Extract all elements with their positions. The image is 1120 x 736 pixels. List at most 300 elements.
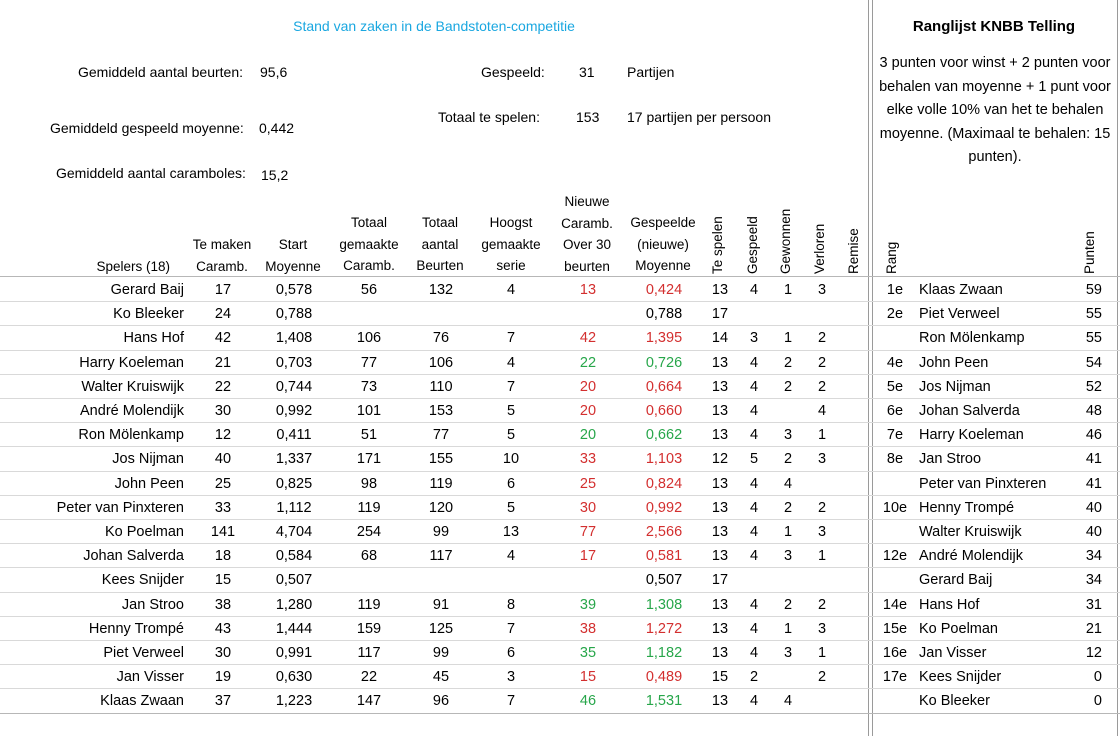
header-spelers: Spelers (18) bbox=[96, 259, 170, 274]
gewonnen-cell: 2 bbox=[783, 596, 793, 613]
start-moyenne-cell: 0,630 bbox=[275, 669, 313, 686]
rank-points: 41 bbox=[1085, 475, 1102, 492]
te-spelen-cell: 13 bbox=[711, 548, 729, 565]
gespeelde-moyenne-cell: 0,581 bbox=[645, 548, 683, 565]
gespeelde-moyenne-cell: 0,660 bbox=[645, 403, 683, 419]
page-title: Stand van zaken in de Bandstoten-competitie bbox=[293, 18, 575, 34]
rank-points: 54 bbox=[1085, 354, 1102, 371]
totaal-beurten-cell: 119 bbox=[429, 475, 453, 492]
gespeeld-unit: Partijen bbox=[627, 64, 675, 80]
te-spelen-cell: 12 bbox=[711, 451, 729, 468]
te-spelen-cell: 13 bbox=[711, 427, 729, 444]
gespeeld-value: 31 bbox=[579, 64, 595, 80]
nieuwe-caramb-cell: 46 bbox=[579, 693, 597, 710]
table-row bbox=[0, 351, 1120, 375]
totaal-caramb-cell: 147 bbox=[356, 693, 382, 710]
player-name: John Peen bbox=[114, 475, 184, 492]
hoogst-serie-cell: 8 bbox=[506, 596, 516, 613]
start-moyenne-cell: 0,411 bbox=[276, 427, 312, 444]
rank-player-name: Hans Hof bbox=[919, 596, 980, 613]
gespeeld-cell: 4 bbox=[749, 645, 759, 661]
rank-player-name: Jan Visser bbox=[919, 645, 987, 661]
totaal-value: 153 bbox=[576, 109, 600, 125]
totaal-caramb-cell: 68 bbox=[360, 548, 378, 565]
gespeeld-cell: 4 bbox=[749, 378, 759, 395]
nieuwe-caramb-cell: 20 bbox=[579, 378, 597, 395]
gespeelde-moyenne-cell: 0,507 bbox=[645, 572, 683, 589]
row-divider bbox=[0, 325, 1120, 326]
nieuwe-caramb-cell: 22 bbox=[579, 354, 597, 371]
verloren-cell: 4 bbox=[817, 403, 827, 419]
gespeeld-cell: 4 bbox=[749, 403, 759, 419]
rank-points: 59 bbox=[1085, 282, 1102, 298]
totaal-caramb-cell: 51 bbox=[360, 427, 378, 444]
verloren-cell: 3 bbox=[817, 524, 827, 540]
te-maken-cell: 24 bbox=[214, 306, 232, 323]
gespeelde-moyenne-cell: 2,566 bbox=[645, 524, 683, 540]
te-spelen-cell: 13 bbox=[711, 378, 729, 395]
te-spelen-cell: 17 bbox=[711, 306, 729, 323]
table-row bbox=[0, 326, 1120, 350]
start-moyenne-cell: 0,992 bbox=[275, 403, 313, 419]
totaal-beurten-cell: 125 bbox=[428, 620, 454, 637]
hoogst-serie-cell: 5 bbox=[506, 499, 516, 516]
verloren-cell: 1 bbox=[817, 427, 827, 444]
rank-points: 0 bbox=[1093, 669, 1102, 686]
table-row bbox=[0, 520, 1120, 544]
header-hoogst-serie: Hoogst gemaakte serie bbox=[481, 215, 541, 273]
table-row bbox=[0, 665, 1120, 689]
rank-points: 41 bbox=[1085, 451, 1102, 468]
rank-points: 55 bbox=[1085, 330, 1102, 347]
player-name: Walter Kruiswijk bbox=[81, 378, 184, 395]
totaal-caramb-cell: 22 bbox=[360, 669, 378, 686]
header-remise: Remise bbox=[846, 228, 861, 274]
gewonnen-cell: 3 bbox=[783, 548, 793, 565]
nieuwe-caramb-cell: 25 bbox=[579, 475, 597, 492]
start-moyenne-cell: 1,408 bbox=[275, 330, 313, 347]
te-spelen-cell: 14 bbox=[711, 330, 729, 347]
rank-points: 55 bbox=[1085, 306, 1102, 323]
start-moyenne-cell: 1,223 bbox=[275, 693, 313, 710]
header-punten: Punten bbox=[1082, 231, 1097, 274]
hoogst-serie-cell: 7 bbox=[506, 693, 516, 710]
table-row bbox=[0, 544, 1120, 568]
te-maken-cell: 30 bbox=[214, 403, 232, 419]
player-name: Piet Verweel bbox=[103, 645, 184, 661]
header-gespeeld: Gespeeld bbox=[745, 216, 760, 274]
gespeelde-moyenne-cell: 1,531 bbox=[645, 693, 683, 710]
rank-position: 12e bbox=[882, 548, 908, 565]
verloren-cell: 3 bbox=[817, 451, 827, 468]
gespeeld-cell: 4 bbox=[749, 282, 759, 298]
header-te-maken: Te maken Caramb. bbox=[192, 237, 252, 274]
te-maken-cell: 43 bbox=[214, 620, 232, 637]
header-nieuwe-caramb: Nieuwe Caramb. Over 30 beurten bbox=[561, 194, 613, 274]
gespeeld-cell: 4 bbox=[749, 693, 759, 710]
rank-position: 17e bbox=[882, 669, 908, 686]
gespeelde-moyenne-cell: 0,788 bbox=[645, 306, 683, 323]
rank-points: 34 bbox=[1085, 572, 1102, 589]
row-divider bbox=[0, 350, 1120, 351]
gespeelde-moyenne-cell: 1,308 bbox=[645, 596, 683, 613]
player-name: Klaas Zwaan bbox=[100, 693, 184, 710]
gespeeld-cell: 4 bbox=[749, 354, 759, 371]
avg-beurten-label: Gemiddeld aantal beurten: bbox=[78, 64, 243, 80]
totaal-beurten-cell: 120 bbox=[428, 499, 454, 516]
player-name: Ko Poelman bbox=[105, 524, 184, 540]
te-spelen-cell: 13 bbox=[711, 282, 729, 298]
rank-position: 14e bbox=[882, 596, 908, 613]
nieuwe-caramb-cell: 39 bbox=[579, 596, 597, 613]
te-maken-cell: 22 bbox=[214, 378, 232, 395]
header-rang: Rang bbox=[884, 241, 899, 274]
rank-player-name: Johan Salverda bbox=[919, 403, 1020, 419]
te-maken-cell: 25 bbox=[214, 475, 232, 492]
ranking-title: Ranglijst KNBB Telling bbox=[912, 18, 1076, 35]
start-moyenne-cell: 1,112 bbox=[276, 499, 312, 516]
te-maken-cell: 15 bbox=[214, 572, 232, 589]
header-totaal-caramb: Totaal gemaakte Caramb. bbox=[339, 215, 399, 273]
totaal-beurten-cell: 117 bbox=[429, 548, 453, 565]
totaal-beurten-cell: 99 bbox=[432, 524, 450, 540]
start-moyenne-cell: 0,825 bbox=[275, 475, 313, 492]
start-moyenne-cell: 0,703 bbox=[275, 354, 313, 371]
gespeelde-moyenne-cell: 0,424 bbox=[645, 282, 683, 298]
gewonnen-cell: 3 bbox=[783, 427, 793, 444]
gespeelde-moyenne-cell: 1,272 bbox=[645, 620, 683, 637]
table-row bbox=[0, 641, 1120, 665]
table-row bbox=[0, 375, 1120, 399]
te-maken-cell: 19 bbox=[214, 669, 232, 686]
rank-points: 31 bbox=[1085, 596, 1102, 613]
te-maken-cell: 17 bbox=[214, 282, 232, 298]
te-spelen-cell: 17 bbox=[711, 572, 729, 589]
hoogst-serie-cell: 5 bbox=[506, 403, 516, 419]
totaal-caramb-cell: 56 bbox=[360, 282, 378, 298]
row-divider bbox=[0, 688, 1120, 689]
table-row bbox=[0, 472, 1120, 496]
header-divider bbox=[0, 276, 1120, 277]
gewonnen-cell: 1 bbox=[783, 524, 793, 540]
te-maken-cell: 12 bbox=[214, 427, 232, 444]
nieuwe-caramb-cell: 35 bbox=[579, 645, 597, 661]
te-maken-cell: 33 bbox=[214, 499, 232, 516]
rank-position: 7e bbox=[886, 427, 904, 444]
hoogst-serie-cell: 5 bbox=[506, 427, 516, 444]
te-spelen-cell: 13 bbox=[711, 645, 729, 661]
rank-player-name: John Peen bbox=[919, 354, 989, 371]
rank-position: 10e bbox=[882, 499, 908, 516]
totaal-beurten-cell: 77 bbox=[432, 427, 450, 444]
hoogst-serie-cell: 4 bbox=[506, 282, 516, 298]
hoogst-serie-cell: 4 bbox=[506, 354, 516, 371]
gespeelde-moyenne-cell: 0,662 bbox=[645, 427, 683, 444]
rank-player-name: Ron Mölenkamp bbox=[919, 330, 1025, 347]
rank-points: 0 bbox=[1093, 693, 1102, 710]
player-name: Harry Koeleman bbox=[79, 354, 184, 371]
te-spelen-cell: 15 bbox=[711, 669, 729, 686]
totaal-beurten-cell: 110 bbox=[429, 378, 453, 395]
te-spelen-cell: 13 bbox=[711, 354, 729, 371]
nieuwe-caramb-cell: 33 bbox=[579, 451, 597, 468]
te-spelen-cell: 13 bbox=[711, 620, 729, 637]
totaal-label: Totaal te spelen: bbox=[438, 109, 540, 125]
gespeelde-moyenne-cell: 0,489 bbox=[645, 669, 683, 686]
te-maken-cell: 42 bbox=[214, 330, 232, 347]
gespeelde-moyenne-cell: 0,824 bbox=[645, 475, 683, 492]
start-moyenne-cell: 1,280 bbox=[275, 596, 313, 613]
row-divider bbox=[0, 446, 1120, 447]
row-divider bbox=[0, 301, 1120, 302]
gespeeld-cell: 4 bbox=[749, 427, 759, 444]
rank-position: 5e bbox=[886, 378, 904, 395]
start-moyenne-cell: 4,704 bbox=[275, 524, 313, 540]
rank-player-name: Jos Nijman bbox=[919, 378, 991, 395]
avg-moyenne-label: Gemiddeld gespeeld moyenne: bbox=[50, 120, 244, 136]
player-name: Peter van Pinxteren bbox=[56, 499, 184, 516]
rank-player-name: Henny Trompé bbox=[919, 499, 1015, 516]
rank-player-name: Piet Verweel bbox=[919, 306, 1000, 323]
row-divider bbox=[0, 664, 1120, 665]
gewonnen-cell: 1 bbox=[783, 330, 793, 347]
row-divider bbox=[0, 471, 1120, 472]
nieuwe-caramb-cell: 17 bbox=[579, 548, 597, 565]
rank-player-name: Jan Stroo bbox=[919, 451, 982, 468]
table-row bbox=[0, 568, 1120, 592]
hoogst-serie-cell: 10 bbox=[502, 451, 520, 468]
totaal-caramb-cell: 73 bbox=[360, 378, 378, 395]
nieuwe-caramb-cell: 13 bbox=[579, 282, 597, 298]
gespeeld-cell: 2 bbox=[749, 669, 759, 686]
rank-points: 48 bbox=[1085, 403, 1102, 419]
gespeeld-cell: 3 bbox=[749, 330, 759, 347]
rank-position: 8e bbox=[886, 451, 904, 468]
gewonnen-cell: 1 bbox=[783, 282, 793, 298]
rank-points: 34 bbox=[1085, 548, 1102, 565]
gewonnen-cell: 2 bbox=[783, 499, 793, 516]
te-spelen-cell: 13 bbox=[711, 499, 729, 516]
totaal-unit: 17 partijen per persoon bbox=[627, 109, 771, 125]
hoogst-serie-cell: 4 bbox=[506, 548, 516, 565]
gewonnen-cell: 2 bbox=[783, 354, 793, 371]
gespeeld-cell: 4 bbox=[749, 499, 759, 516]
rank-position: 15e bbox=[882, 620, 908, 637]
rank-points: 40 bbox=[1085, 499, 1102, 516]
totaal-caramb-cell: 119 bbox=[357, 499, 381, 516]
row-divider bbox=[0, 640, 1120, 641]
rank-points: 52 bbox=[1085, 378, 1102, 395]
avg-moyenne-value: 0,442 bbox=[259, 120, 295, 136]
header-gewonnen: Gewonnen bbox=[778, 208, 793, 274]
table-row bbox=[0, 278, 1120, 302]
player-name: Hans Hof bbox=[123, 330, 184, 347]
te-maken-cell: 38 bbox=[214, 596, 232, 613]
totaal-caramb-cell: 171 bbox=[356, 451, 382, 468]
totaal-beurten-cell: 106 bbox=[428, 354, 454, 371]
gewonnen-cell: 2 bbox=[783, 451, 793, 468]
nieuwe-caramb-cell: 15 bbox=[579, 669, 597, 686]
gespeelde-moyenne-cell: 1,103 bbox=[645, 451, 683, 468]
te-maken-cell: 40 bbox=[214, 451, 232, 468]
totaal-beurten-cell: 132 bbox=[428, 282, 454, 298]
player-name: Ron Mölenkamp bbox=[78, 427, 184, 444]
totaal-beurten-cell: 45 bbox=[432, 669, 450, 686]
nieuwe-caramb-cell: 77 bbox=[579, 524, 597, 540]
verloren-cell: 1 bbox=[817, 548, 827, 565]
player-name: Jan Visser bbox=[116, 669, 184, 686]
table-row bbox=[0, 593, 1120, 617]
verloren-cell: 3 bbox=[817, 282, 827, 298]
gespeeld-cell: 4 bbox=[749, 475, 759, 492]
nieuwe-caramb-cell: 38 bbox=[579, 620, 597, 637]
row-divider bbox=[0, 592, 1120, 593]
verloren-cell: 3 bbox=[817, 620, 827, 637]
totaal-beurten-cell: 76 bbox=[432, 330, 450, 347]
rank-position: 16e bbox=[882, 645, 908, 661]
header-te-spelen: Te spelen bbox=[710, 216, 725, 274]
verloren-cell: 2 bbox=[817, 354, 827, 371]
table-row bbox=[0, 423, 1120, 447]
avg-carambole-value: 15,2 bbox=[261, 167, 289, 183]
verloren-cell: 2 bbox=[817, 330, 827, 347]
gewonnen-cell: 1 bbox=[783, 620, 793, 637]
verloren-cell: 2 bbox=[817, 378, 827, 395]
start-moyenne-cell: 1,444 bbox=[275, 620, 313, 637]
verloren-cell: 1 bbox=[817, 645, 827, 661]
start-moyenne-cell: 1,337 bbox=[275, 451, 313, 468]
gewonnen-cell: 4 bbox=[783, 693, 793, 710]
row-divider bbox=[0, 374, 1120, 375]
hoogst-serie-cell: 7 bbox=[506, 620, 516, 637]
totaal-caramb-cell: 101 bbox=[356, 403, 382, 419]
rank-player-name: André Molendijk bbox=[919, 548, 1023, 565]
gewonnen-cell: 3 bbox=[783, 645, 793, 661]
te-maken-cell: 141 bbox=[210, 524, 236, 540]
rank-player-name: Kees Snijder bbox=[919, 669, 1002, 686]
table-row bbox=[0, 617, 1120, 641]
totaal-beurten-cell: 155 bbox=[428, 451, 454, 468]
rank-position: 2e bbox=[886, 306, 904, 323]
te-maken-cell: 30 bbox=[214, 645, 232, 661]
te-spelen-cell: 13 bbox=[711, 403, 729, 419]
header-verloren: Verloren bbox=[812, 223, 827, 274]
totaal-caramb-cell: 77 bbox=[360, 354, 378, 371]
rank-points: 21 bbox=[1085, 620, 1102, 637]
rank-player-name: Klaas Zwaan bbox=[919, 282, 1003, 298]
rank-player-name: Ko Poelman bbox=[919, 620, 998, 637]
nieuwe-caramb-cell: 42 bbox=[579, 330, 597, 347]
te-maken-cell: 37 bbox=[214, 693, 232, 710]
row-divider bbox=[0, 567, 1120, 568]
start-moyenne-cell: 0,578 bbox=[275, 282, 313, 298]
player-name: Jan Stroo bbox=[121, 596, 184, 613]
table-bottom-divider bbox=[0, 713, 1120, 714]
player-name: Jos Nijman bbox=[112, 451, 184, 468]
totaal-beurten-cell: 96 bbox=[432, 693, 450, 710]
gespeeld-label: Gespeeld: bbox=[481, 64, 545, 80]
row-divider bbox=[0, 616, 1120, 617]
start-moyenne-cell: 0,744 bbox=[275, 378, 313, 395]
row-divider bbox=[0, 398, 1120, 399]
gespeeld-cell: 4 bbox=[749, 548, 759, 565]
gespeelde-moyenne-cell: 0,992 bbox=[645, 499, 683, 516]
row-divider bbox=[0, 543, 1120, 544]
table-row bbox=[0, 689, 1120, 713]
verloren-cell: 2 bbox=[817, 669, 827, 686]
totaal-caramb-cell: 117 bbox=[357, 645, 381, 661]
hoogst-serie-cell: 7 bbox=[506, 378, 516, 395]
header-start-moyenne: Start Moyenne bbox=[265, 237, 321, 274]
rank-points: 12 bbox=[1085, 645, 1102, 661]
hoogst-serie-cell: 6 bbox=[506, 475, 516, 492]
te-spelen-cell: 13 bbox=[711, 475, 729, 492]
avg-beurten-value: 95,6 bbox=[260, 64, 288, 80]
te-spelen-cell: 13 bbox=[711, 596, 729, 613]
rank-position: 4e bbox=[886, 354, 904, 371]
header-totaal-beurten: Totaal aantal Beurten bbox=[416, 215, 464, 273]
rank-player-name: Peter van Pinxteren bbox=[919, 475, 1047, 492]
start-moyenne-cell: 0,991 bbox=[275, 645, 313, 661]
totaal-caramb-cell: 106 bbox=[356, 330, 382, 347]
totaal-beurten-cell: 99 bbox=[432, 645, 450, 661]
totaal-caramb-cell: 119 bbox=[357, 596, 381, 613]
totaal-beurten-cell: 153 bbox=[428, 403, 454, 419]
hoogst-serie-cell: 3 bbox=[506, 669, 516, 686]
gespeeld-cell: 4 bbox=[749, 524, 759, 540]
te-spelen-cell: 13 bbox=[711, 524, 729, 540]
totaal-caramb-cell: 159 bbox=[356, 620, 382, 637]
gespeeld-cell: 5 bbox=[749, 451, 759, 468]
hoogst-serie-cell: 13 bbox=[502, 524, 520, 540]
totaal-caramb-cell: 98 bbox=[360, 475, 378, 492]
verloren-cell: 2 bbox=[817, 596, 827, 613]
rank-points: 40 bbox=[1085, 524, 1102, 540]
gespeelde-moyenne-cell: 1,395 bbox=[645, 330, 683, 347]
te-maken-cell: 21 bbox=[214, 354, 232, 371]
rank-points: 46 bbox=[1085, 427, 1102, 444]
table-row bbox=[0, 447, 1120, 471]
header-gespeelde-moyenne: Gespeelde (nieuwe) Moyenne bbox=[630, 215, 696, 273]
gewonnen-cell: 2 bbox=[783, 378, 793, 395]
start-moyenne-cell: 0,788 bbox=[275, 306, 313, 323]
avg-carambole-label: Gemiddeld aantal caramboles: bbox=[56, 165, 246, 181]
player-name: Henny Trompé bbox=[88, 620, 184, 637]
player-name: Johan Salverda bbox=[83, 548, 184, 565]
row-divider bbox=[0, 495, 1120, 496]
totaal-beurten-cell: 91 bbox=[432, 596, 450, 613]
table-row bbox=[0, 302, 1120, 326]
row-divider bbox=[0, 519, 1120, 520]
gespeelde-moyenne-cell: 0,726 bbox=[645, 354, 683, 371]
totaal-caramb-cell: 254 bbox=[356, 524, 382, 540]
player-name: Gerard Baij bbox=[110, 282, 184, 298]
te-spelen-cell: 13 bbox=[711, 693, 729, 710]
table-row bbox=[0, 399, 1120, 423]
te-maken-cell: 18 bbox=[214, 548, 232, 565]
rank-player-name: Harry Koeleman bbox=[919, 427, 1024, 444]
hoogst-serie-cell: 7 bbox=[506, 330, 516, 347]
rank-player-name: Gerard Baij bbox=[919, 572, 993, 589]
rank-player-name: Ko Bleeker bbox=[919, 693, 990, 710]
rank-player-name: Walter Kruiswijk bbox=[919, 524, 1022, 540]
gespeelde-moyenne-cell: 1,182 bbox=[645, 645, 683, 661]
rank-position: 1e bbox=[886, 282, 904, 298]
verloren-cell: 2 bbox=[817, 499, 827, 516]
nieuwe-caramb-cell: 20 bbox=[579, 403, 597, 419]
nieuwe-caramb-cell: 20 bbox=[579, 427, 597, 444]
player-name: Kees Snijder bbox=[101, 572, 184, 589]
